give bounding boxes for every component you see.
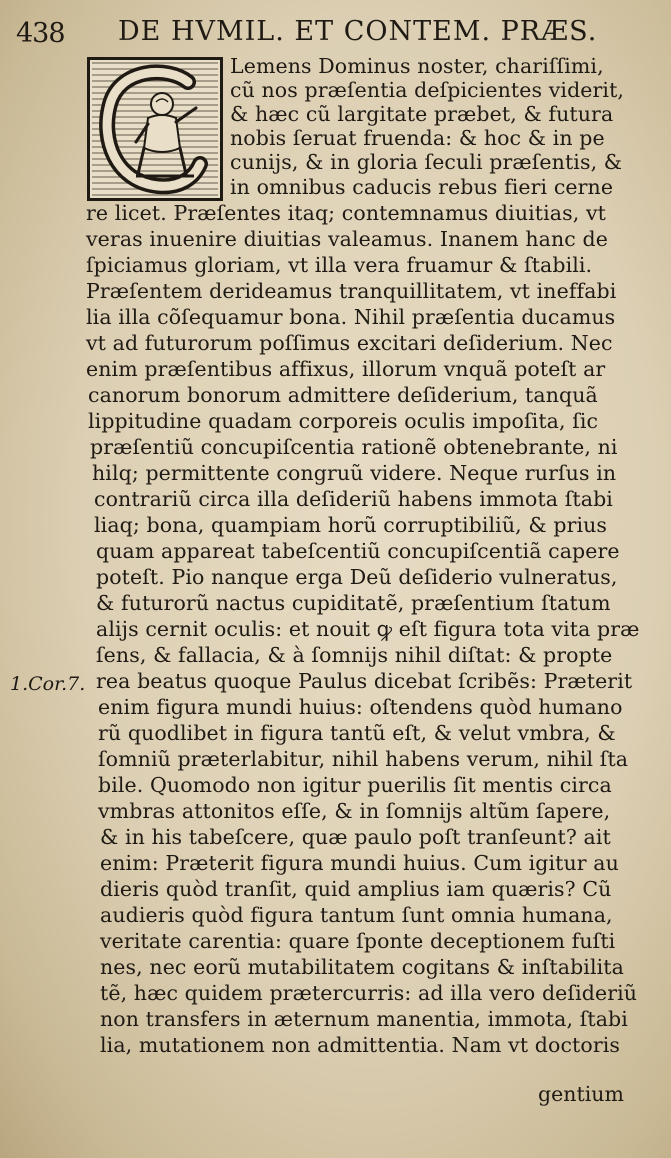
text-line: poteſt. Pio nanque erga Deũ deſiderio vulneratus, [96, 565, 618, 589]
catchword: gentium [538, 1082, 624, 1106]
text-line: alijs cernit oculis: et nouit ꝙ eſt figura tota vita præ [96, 617, 640, 641]
text-line: re licet. Præſentes itaq; contemnamus diuitias, vt [86, 201, 606, 225]
text-line: & futurorũ nactus cupiditatẽ, præſentium ſtatum [96, 591, 611, 615]
running-head: DE HVMIL. ET CONTEM. PRÆS. [118, 16, 598, 47]
text-line: enim præſentibus affixus, illorum vnquã poteſt ar [86, 357, 606, 381]
text-line: bile. Quomodo non igitur puerilis ſit mentis circa [98, 773, 612, 797]
text-line: dieris quòd tranſit, quid amplius iam quæris? Cũ [100, 877, 612, 901]
text-line: nes, nec eorũ mutabilitatem cogitans & inſtabilita [100, 955, 624, 979]
text-line: tẽ, hæc quidem prætercurris: ad illa vero deſideriũ [100, 981, 638, 1005]
text-line: vt ad futurorum poſſimus excitari deſiderium. Nec [86, 331, 613, 355]
text-line: cũ nos præſentia deſpicientes viderit, [230, 78, 625, 102]
text-line: hilq; permittente congruũ videre. Neque rurſus in [92, 461, 617, 485]
text-line: lia, mutationem non admittentia. Nam vt doctoris [100, 1033, 621, 1057]
text-line: liaq; bona, quampiam horũ corruptibiliũ, & prius [94, 513, 608, 537]
decorated-initial-letter [87, 57, 223, 201]
text-line: enim: Præterit figura mundi huius. Cum igitur au [100, 851, 619, 875]
margin-note: 1.Cor.7. [10, 673, 86, 695]
text-line: nobis ſeruat fruenda: & hoc & in pe [230, 126, 605, 150]
text-line: veras inuenire diuitias valeamus. Inanem hanc de [86, 227, 608, 251]
text-line: quam appareat tabeſcentiũ concupiſcentiã capere [96, 539, 620, 563]
text-line: rũ quodlibet in figura tantũ eſt, & velut vmbra, & [98, 721, 616, 745]
text-line: rea beatus quoque Paulus dicebat ſcribẽs: Præterit [96, 669, 633, 693]
text-line: præſentiũ concupiſcentia rationẽ obtenebrante, ni [90, 435, 618, 459]
text-line: & in his tabeſcere, quæ paulo poſt tranſeunt? ait [100, 825, 611, 849]
text-line: lippitudine quadam corporeis oculis impoſita, ſic [88, 409, 599, 433]
text-line: lia illa cõſequamur bona. Nihil præſentia ducamus [86, 305, 616, 329]
text-line: Præſentem derideamus tranquillitatem, vt ineffabi [86, 279, 617, 303]
text-line: Lemens Dominus noster, chariſſimi, [230, 54, 604, 78]
text-line: enim figura mundi huius: oſtendens quòd humano [98, 695, 623, 719]
text-line: cunijs, & in gloria ſeculi præſentis, & [230, 150, 623, 174]
text-line: audieris quòd figura tantum ſunt omnia humana, [100, 903, 613, 927]
text-line: ſomniũ præterlabitur, nihil habens verum, nihil ſta [98, 747, 629, 771]
historiated-initial-c [90, 60, 220, 198]
text-line: ſens, & fallacia, & à ſomnijs nihil diſtat: & propte [96, 643, 613, 667]
text-line: veritate carentia: quare ſponte deceptionem fuſti [100, 929, 616, 953]
text-line: ſpiciamus gloriam, vt illa vera fruamur & ſtabili. [86, 253, 593, 277]
page-number: 438 [16, 18, 65, 49]
text-line: & hæc cũ largitate præbet, & futura [230, 102, 614, 126]
text-line: non transfers in æternum manentia, immota, ſtabi [100, 1007, 628, 1031]
text-line: vmbras attonitos eſſe, & in ſomnijs altũm ſapere, [98, 799, 611, 823]
text-line: in omnibus caducis rebus fieri cerne [230, 175, 614, 199]
text-line: canorum bonorum admittere deſiderium, tanquã [88, 383, 598, 407]
text-line: contrariũ circa illa deſideriũ habens immota ſtabi [94, 487, 613, 511]
